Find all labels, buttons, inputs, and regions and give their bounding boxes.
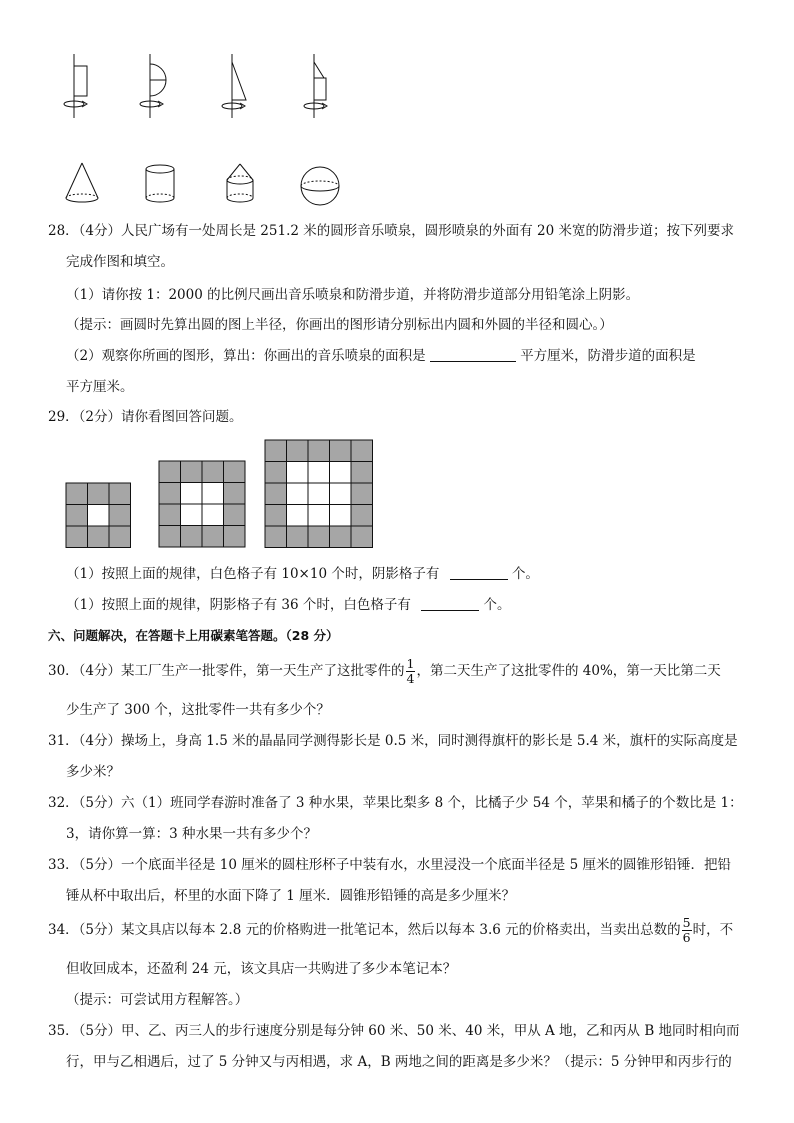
white-cell	[330, 462, 352, 484]
white-cell	[330, 505, 352, 527]
q33-line1: 33．（5分）一个底面半径是 10 厘米的圆柱形杯子中装有水，水里浸没一个底面半径是 5 厘米的圆锥形铅锤．把铅	[48, 857, 731, 873]
q29-part-a	[66, 564, 539, 584]
cone-on-cylinder-solid	[227, 164, 253, 202]
q29-a-text: （1）按照上面的规律，白色格子有 10×10 个时，阴影格子有	[66, 566, 440, 582]
q31-line2: 多少米？	[66, 764, 120, 780]
shaded-cell	[109, 483, 131, 505]
q29-a-post: 个。	[511, 566, 539, 582]
shaded-cell	[202, 526, 224, 548]
white-cell	[308, 505, 330, 527]
q32-line2: 3，请你算一算：3 种水果一共有多少个？	[66, 826, 317, 842]
shaded-cell	[159, 461, 181, 483]
shaded-cell	[265, 526, 287, 548]
shaded-cell	[351, 462, 373, 484]
q29-b-post: 个。	[483, 597, 511, 613]
q34-line1	[48, 916, 733, 945]
q34-fraction	[682, 916, 692, 945]
rotation-composite-figure	[304, 54, 327, 118]
q30-text-post: ，第二天生产了这批零件的 40%，第一天比第二天	[416, 663, 721, 679]
shaded-cell	[351, 526, 373, 548]
shaded-cell	[66, 483, 88, 505]
shaded-cell	[265, 440, 287, 462]
shaded-cell	[351, 440, 373, 462]
q30-line1	[48, 657, 721, 686]
white-cell	[181, 483, 203, 505]
white-cell	[330, 483, 352, 505]
q34-frac-den: 6	[682, 930, 691, 945]
shaded-cell	[287, 440, 309, 462]
q35-line2: 行，甲与乙相遇后，过了 5 分钟又与丙相遇，求 A，B 两地之间的距离是多少米？（提示：5 分钟甲和丙步行的	[66, 1054, 732, 1070]
shaded-cell	[224, 483, 246, 505]
white-cell	[88, 505, 110, 527]
q28-line2: 完成作图和填空。	[66, 254, 174, 270]
shaded-cell	[224, 461, 246, 483]
sphere-solid	[301, 167, 339, 205]
q30-fraction	[406, 657, 416, 686]
shaded-cell	[265, 483, 287, 505]
q28-answer-blank[interactable]	[430, 347, 516, 362]
shaded-cell	[159, 526, 181, 548]
rotation-figures	[0, 0, 794, 220]
shaded-cell	[224, 504, 246, 526]
q30-frac-num: 1	[406, 656, 415, 671]
shaded-cell	[265, 462, 287, 484]
q30-frac-den: 4	[406, 671, 415, 686]
shaded-cell	[330, 440, 352, 462]
q34-line2: 但收回成本，还盈利 24 元，该文具店一共购进了多少本笔记本？	[66, 961, 457, 977]
q29-b-blank[interactable]	[421, 596, 479, 611]
q29-b-text: （1）按照上面的规律，阴影格子有 36 个时，白色格子有	[66, 597, 411, 613]
shaded-cell	[159, 504, 181, 526]
shaded-cell	[224, 526, 246, 548]
q29-grid-figures	[0, 438, 794, 558]
shaded-cell	[88, 483, 110, 505]
q32-line1: 32．（5分）六（1）班同学春游时准备了 3 种水果，苹果比梨多 8 个，比橘子少 54 个，苹果和橘子的个数比是 1：	[48, 795, 743, 811]
shaded-cell	[181, 461, 203, 483]
shaded-cell	[66, 505, 88, 527]
section-6-heading: 六、问题解决，在答题卡上用碳素笔答题。（28 分）	[48, 628, 339, 643]
shaded-cell	[265, 505, 287, 527]
shaded-cell	[88, 526, 110, 548]
q34-hint: （提示：可尝试用方程解答。）	[66, 992, 249, 1008]
shaded-cell	[330, 526, 352, 548]
q28-part1: （1）请你按 1：2000 的比例尺画出音乐喷泉和防滑步道，并将防滑步道部分用铅笔涂上阴影。	[66, 287, 640, 303]
cylinder-solid	[146, 165, 174, 202]
q30-text-pre: 30．（4分）某工厂生产一批零件，第一天生产了这批零件的	[48, 663, 405, 679]
shaded-cell	[308, 526, 330, 548]
white-cell	[287, 505, 309, 527]
q28-line-end: 平方厘米。	[66, 379, 134, 395]
shaded-cell	[351, 505, 373, 527]
q28-line1: 28．（4分）人民广场有一处周长是 251.2 米的圆形音乐喷泉，圆形喷泉的外面有 20 米宽的防滑步道；按下列要求	[48, 223, 735, 239]
shaded-cell	[181, 526, 203, 548]
q29-part-b	[66, 595, 510, 615]
q34-text-post: 时，不	[692, 922, 734, 938]
q30-line2: 少生产了 300 个，这批零件一共有多少个？	[66, 702, 330, 718]
cone-solid	[66, 163, 98, 202]
shaded-cell	[109, 505, 131, 527]
shaded-cell	[287, 526, 309, 548]
rotation-triangle-figure	[222, 54, 246, 118]
q33-line2: 锤从杯中取出后，杯里的水面下降了 1 厘米．圆锥形铅锤的高是多少厘米？	[66, 888, 516, 904]
white-cell	[202, 483, 224, 505]
shaded-cell	[308, 440, 330, 462]
q28-part2-text-a: （2）观察你所画的图形，算出：你画出的音乐喷泉的面积是	[66, 348, 426, 364]
q34-text-pre: 34．（5分）某文具店以每本 2.8 元的价格购进一批笔记本，然后以每本 3.6 元的价格卖出，当卖出总数的	[48, 922, 681, 938]
shaded-cell	[66, 526, 88, 548]
q28-hint: （提示：画圆时先算出圆的图上半径，你画出的图形请分别标出内圆和外圆的半径和圆心。）	[66, 317, 613, 333]
white-cell	[308, 483, 330, 505]
q28-part2	[66, 346, 696, 366]
q31-line1: 31．（4分）操场上，身高 1.5 米的晶晶同学测得影长是 0.5 米，同时测得旗杆的影长是 5.4 米，旗杆的实际高度是	[48, 733, 738, 749]
q29-line1: 29．（2分）请你看图回答问题。	[48, 409, 243, 425]
shaded-cell	[202, 461, 224, 483]
shaded-cell	[159, 483, 181, 505]
white-cell	[181, 504, 203, 526]
q28-part2-text-b: 平方厘米，防滑步道的面积是	[520, 348, 696, 364]
shaded-cell	[351, 483, 373, 505]
q29-a-blank[interactable]	[450, 565, 508, 580]
white-cell	[287, 483, 309, 505]
shaded-cell	[109, 526, 131, 548]
white-cell	[308, 462, 330, 484]
white-cell	[287, 462, 309, 484]
rotation-rectangle-figure	[64, 54, 87, 118]
q34-frac-num: 5	[682, 915, 691, 930]
white-cell	[202, 504, 224, 526]
rotation-semicircle-figure	[140, 54, 166, 118]
q35-line1: 35．（5分）甲、乙、丙三人的步行速度分别是每分钟 60 米、50 米、40 米，甲从 A 地，乙和丙从 B 地同时相向而	[48, 1023, 740, 1039]
